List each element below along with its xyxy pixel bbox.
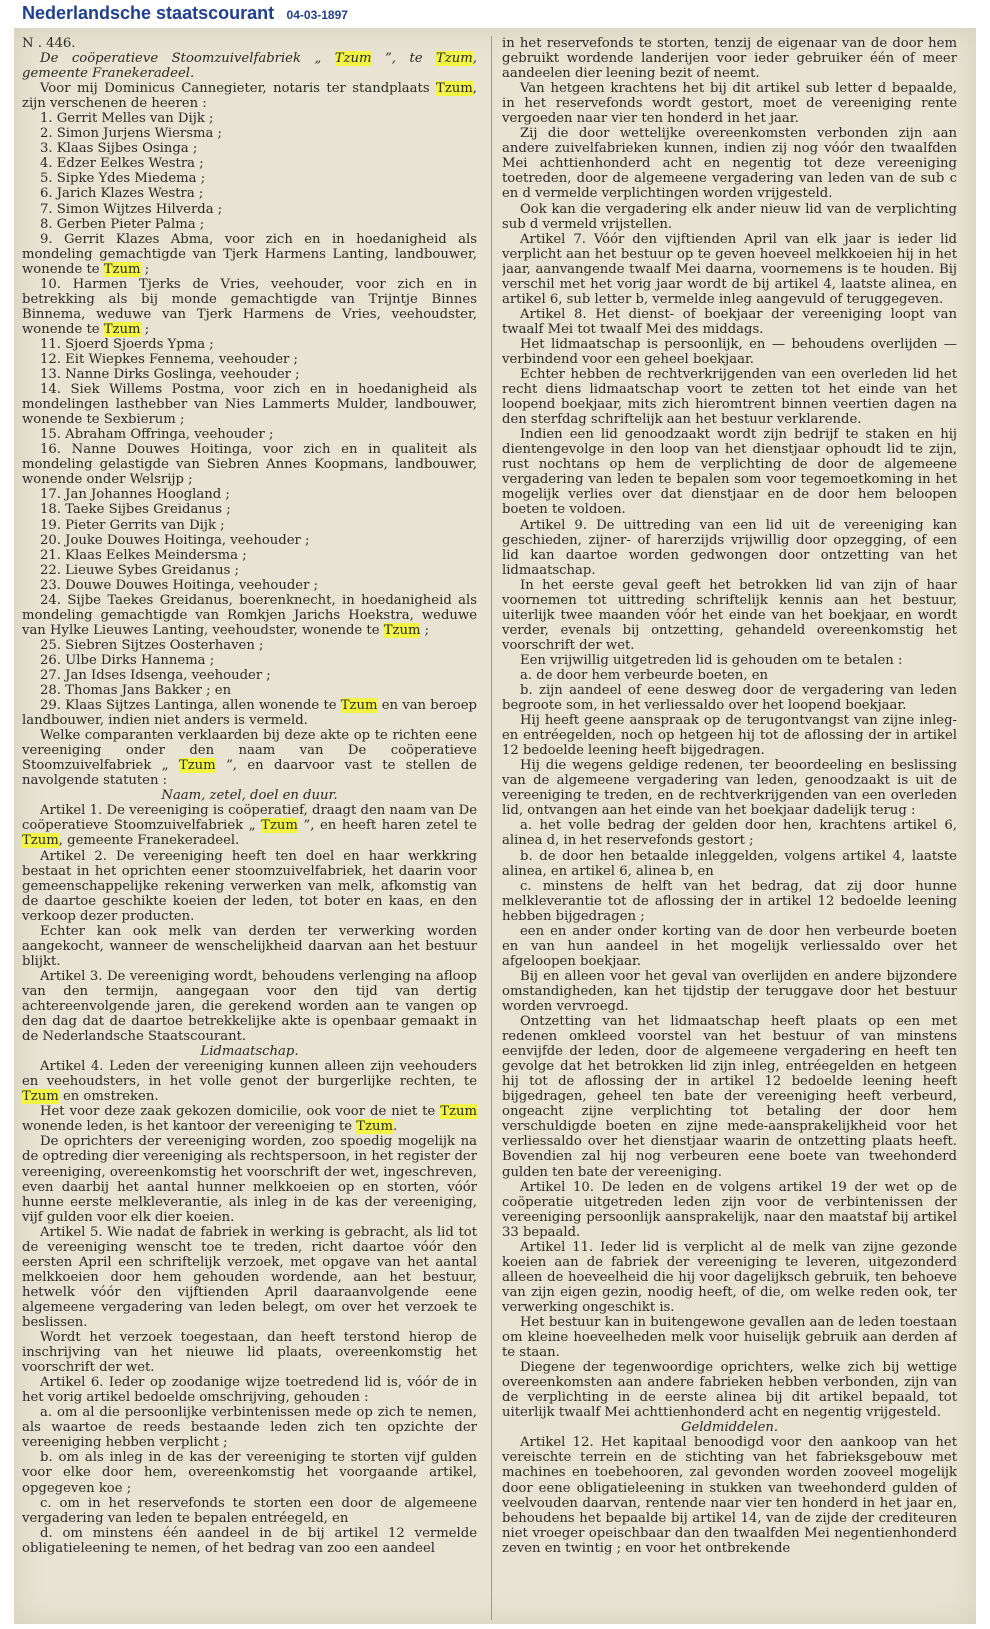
left-column-paragraph: 8. Gerben Pieter Palma ; [40,216,205,232]
left-column-paragraph: c. om in het reservefonds te storten een door de algemeene vergadering van leden te bepalen entréegeld, en [22,1495,477,1526]
left-column-paragraph: Naam, zetel, doel en duur. [161,788,338,804]
left-column-paragraph: 1. Gerrit Melles van Dijk ; [40,111,214,127]
left-column-paragraph: Artikel 3. De vereeniging wordt, behoudens verlenging na afloop van den termijn, aangegaan voor den tijd van dertig achtereenvolgende jaren, die gerekend worden aan te vangen op den dag dat de daartoe betrekkelijke akte is openbaar gemaakt in de Nederlandsche Staatscourant. [22,968,477,1045]
newspaper-header [0,0,990,26]
search-term-highlight: Tzum [22,833,59,849]
left-column-paragraph: Artikel 6. Ieder op zoodanige wijze toetredend lid is, vóór de in het vorig artikel bedoelde omschrijving, gehouden : [22,1375,477,1406]
left-column-paragraph: 2. Simon Jurjens Wiersma ; [40,126,223,142]
left-column-paragraph: Wordt het verzoek toegestaan, dan heeft terstond hierop de inschrijving van het nieuwe lid plaats, overeenkomstig het voorschrift der wet. [22,1330,477,1376]
left-column-paragraph: d. om minstens één aandeel in de bij artikel 12 vermelde obligatieleening te nemen, of het bedrag van zoo een aandeel [22,1525,477,1556]
left-column-paragraph: 9. Gerrit Klazes Abma, voor zich en in hoedanigheid als mondeling gemachtigde van Tjerk Harmens Lanting, landbouwer, wonende te Tzum ; [22,231,477,277]
right-column-paragraph: Van hetgeen krachtens het bij dit artikel sub letter d bepaalde, in het reservefonds wordt gestort, moet de vereeniging rente vergoeden naar vier ten honderd in het jaar. [502,81,957,127]
left-column-paragraph: 14. Siek Willems Postma, voor zich en in hoedanigheid als mondelingen lasthebber van Nies Lammerts Mulder, landbouwer, wonende te Sexbierum ; [22,382,477,428]
right-column-paragraph: Hij heeft geene aanspraak op de terugontvangst van zijne inleg- en entréegelden, noch op hetgeen hij tot de aflossing der in artikel 12 bedoelde leening heeft bijgedragen. [502,713,957,759]
left-column-paragraph: 10. Harmen Tjerks de Vries, veehouder, voor zich en in betrekking als bij monde gemachtigde van Trijntje Binnes Binnema, weduwe van Tjerk Harmens de Vries, veehoudster, wonende te Tzum ; [22,276,477,337]
left-column-paragraph: 16. Nanne Douwes Hoitinga, voor zich en in qualiteit als mondeling gelastigde van Siebren Annes Koopmans, landbouwer, wonende onder Welsrijp ; [22,442,477,488]
right-column-paragraph: Artikel 12. Het kapitaal benoodigd voor den aankoop van het vereischte terrein en de stichting van het fabrieksgebouw met machines en toebehooren, zal gevonden worden zooveel mogelijk door eene obligatieleening in stukken van tweehonderd gulden of veelvouden daarvan, rentende naar vier ten honderd in het jaar en, behoudens het bepaalde bij artikel 14, van de zijde der crediteuren niet vroeger opeischbaar dan den twaalfden Mei negentienhonderd zeven en twintig ; en voor het ontbrekende [502,1435,957,1556]
left-column-paragraph: Artikel 2. De vereeniging heeft ten doel en haar werkkring bestaat in het oprichten eener stoomzuivelfabriek, het daarin voor gemeenschappelijke rekening verwerken van melk, afkomstig van de daartoe geschikte koeien der leden, tot boter en kaas, en den verkoop dezer producten. [22,848,477,924]
right-column-paragraph: Ontzetting van het lidmaatschap heeft plaats op een met redenen omkleed voorstel van het bestuur of van minstens eenvijfde der leden, door de algemeene vergadering en heeft ten gevolge dat het betrokken lid zijn inleg, entréegelden en hetgeen hij tot de aflossing der in artikel 12 bedoelde leening heeft bijgedragen, geheel ten bate der vereeniging heeft verbeurd, ongeacht zijne verplichting tot betaling der door hem verschuldigde boeten en zijne mede-aansprakelijkheid voor het verliessaldo over het dienstjaar waarin de ontzetting plaats heeft. Bovendien zal hij nog verbeuren eene boete van tweehonderd gulden ten bate der vereeniging. [502,1014,957,1180]
left-column-paragraph: Voor mij Dominicus Cannegieter, notaris ter standplaats Tzum, zijn verschenen de heeren : [22,81,477,112]
right-column-paragraph: b. zijn aandeel of eene desweg door de vergadering van leden begroote som, in het verliessaldo over het loopend boekjaar. [502,683,957,714]
left-column-paragraph: Lidmaatschap. [200,1044,299,1060]
right-column-paragraph: a. het volle bedrag der gelden door hen, krachtens artikel 6, alinea d, in het reservefonds gestort ; [502,818,957,849]
right-column-paragraph: Artikel 8. Het dienst- of boekjaar der vereeniging loopt van twaalf Mei tot twaalf Mei des middags. [502,306,957,337]
left-column-paragraph: b. om als inleg in de kas der vereeniging te storten vijf gulden voor elke door hem, overeenkomstig het voorgaande artikel, opgegeven koe ; [22,1450,477,1496]
right-column-paragraph: Ook kan die vergadering elk ander nieuw lid van de verplichting sub d vermeld vrijstellen. [502,201,957,232]
left-column-paragraph: 29. Klaas Sijtzes Lantinga, allen wonende te Tzum en van beroep landbouwer, indien niet anders is vermeld. [22,698,477,729]
search-term-highlight: Tzum [22,1089,59,1105]
left-text-column [22,36,477,1624]
search-term-highlight: Tzum [440,1104,477,1120]
left-column-paragraph: Artikel 5. Wie nadat de fabriek in werking is gebracht, als lid tot de vereeniging wenscht toe te treden, richt daartoe vóór den eersten April een schriftelijk verzoek, met opgave van het aantal melkkoeien door hem gehouden wordende, aan het bestuur, hetwelk vóór den vijftienden April daaraanvolgende eene algemeene vergadering van leden belegt, om over het verzoek te beslissen. [22,1224,477,1330]
right-column-paragraph: Artikel 9. De uittreding van een lid uit de vereeniging kan geschieden, zijner- of harerzijds vrijwillig door opzegging, of een lid kan daartoe worden gedwongen door ontzetting van het lidmaatschap. [502,517,957,578]
column-divider [491,36,492,1620]
search-term-highlight: Tzum [356,1119,394,1135]
left-column-paragraph: 23. Douwe Douwes Hoitinga, veehouder ; [40,577,319,593]
left-column-paragraph: 25. Siebren Sijtzes Oosterhaven ; [40,637,264,653]
left-column-paragraph: 18. Taeke Sijbes Greidanus ; [40,502,231,518]
left-column-paragraph: 24. Sijbe Taekes Greidanus, boerenknecht, in hoedanigheid als mondeling gemachtigde van Romkjen Jarichs Hoekstra, weduwe van Hylke Lieuwes Lanting, veehoudster, wonende te Tzum ; [22,592,477,638]
right-column-paragraph: c. minstens de helft van het bedrag, dat zij door hunne melkleverantie tot de aflossing der in artikel 12 bedoelde leening hebben bijgedragen ; [502,878,957,924]
right-column-paragraph: Een vrijwillig uitgetreden lid is gehouden om te betalen : [520,652,903,668]
left-column-paragraph: 20. Jouke Douwes Hoitinga, veehouder ; [40,532,310,548]
left-column-paragraph: 22. Lieuwe Sybes Greidanus ; [40,562,239,578]
left-column-paragraph: 4. Edzer Eelkes Westra ; [40,156,204,172]
search-term-highlight: Tzum [340,698,378,714]
search-term-highlight: Tzum [436,51,473,67]
right-column-paragraph: Hij die wegens geldige redenen, ter beoordeeling en beslissing van de algemeene vergadering van leden, genoodzaakt is uit de vereeniging te treden, en de rechtverkrijgenden van een overleden lid, ontvangen aan het einde van het boekjaar dadelijk terug : [502,758,957,819]
left-column-paragraph: Artikel 4. Leden der vereeniging kunnen alleen zijn veehouders en veehoudsters, in het volle genot der burgerlijke rechten, te Tzum en omstreken. [22,1059,477,1105]
left-column-paragraph: a. om al die persoonlijke verbintenissen mede op zich te nemen, als waartoe de reeds bestaande leden zich ten opzichte der vereeniging hebben verplicht ; [22,1405,477,1451]
left-column-paragraph: 13. Nanne Dirks Goslinga, veehouder ; [40,367,300,383]
left-column-paragraph: Het voor deze zaak gekozen domicilie, ook voor de niet te Tzum wonende leden, is het kantoor der vereeniging te Tzum. [22,1104,477,1135]
left-column-paragraph: 11. Sjoerd Sjoerds Ypma ; [40,336,214,352]
right-column-paragraph: Geldmiddelen. [680,1420,779,1436]
right-column-paragraph: Diegene der tegenwoordige oprichters, welke zich bij wettige overeenkomsten aan andere fabrieken hebben verbonden, zijn van de verplichting in de eerste alinea bij dit artikel bepaald, tot uiterlijk twaalf Mei achttienhonderd acht en negentig vrijgesteld. [502,1360,957,1421]
left-column-paragraph: 28. Thomas Jans Bakker ; en [40,683,232,699]
right-text-column [502,36,957,1624]
right-column-paragraph: Echter hebben de rechtverkrijgenden van een overleden lid het recht diens lidmaatschap voort te zetten tot het einde van het loopend boekjaar, mits zich hieromtrent binnen veertien dagen na den sterfdag schriftelijk aan het bestuur verklarende. [502,367,957,428]
search-term-highlight: Tzum [334,51,372,67]
left-column-paragraph: 3. Klaas Sijbes Osinga ; [40,141,198,157]
search-term-highlight: Tzum [261,818,298,834]
search-term-highlight: Tzum [103,321,141,337]
search-term-highlight: Tzum [436,81,473,97]
left-column-paragraph: 5. Sipke Ydes Miedema ; [40,171,206,187]
left-column-paragraph: 27. Jan Idses Idsenga, veehouder ; [40,667,271,683]
left-column-paragraph: 19. Pieter Gerrits van Dijk ; [40,517,225,533]
left-column-paragraph: N . 446. [22,36,76,51]
left-column-paragraph: 26. Ulbe Dirks Hannema ; [40,652,215,668]
right-column-paragraph: in het reservefonds te storten, tenzij de eigenaar van de door hem gebruikt wordende landerijen voor ieder gebruiker één of meer aandeelen dier leening bezit of neemt. [502,36,957,82]
right-column-paragraph: b. de door hen betaalde inleggelden, volgens artikel 4, laatste alinea, en artikel 6, alinea b, en [502,848,957,879]
search-term-highlight: Tzum [383,622,421,638]
left-column-paragraph: De oprichters der vereeniging worden, zoo spoedig mogelijk na de optreding dier vereeniging als rechtspersoon, in het register der vereeniging, overeenkomstig het voorschrift der wet, ingeschreven, even daarbij het aantal hunner melkkoeien op en storten, vóór hunne eerste melkleverantie, als inleg in de kas der vereeniging, vijf gulden voor elk dier koeien. [22,1134,477,1225]
left-column-paragraph: 6. Jarich Klazes Westra ; [40,186,204,202]
left-column-paragraph: Echter kan ook melk van derden ter verwerking worden aangekocht, wanneer de wenschelijkheid daarvan aan het bestuur blijkt. [22,923,477,969]
left-column-paragraph: Welke comparanten verklaarden bij deze akte op te richten eene vereeniging onder den naam van De coöperatieve Stoomzuivelfabriek „ Tzum ”, en daarvoor vast te stellen de navolgende statuten : [22,728,477,789]
scanned-newspaper-page [14,28,976,1624]
right-column-paragraph: Zij die door wettelijke overeenkomsten verbonden zijn aan andere zuivelfabrieken kunnen, indien zij nog vóór den twaalfden Mei achttienhonderd acht en negentig tot deze vereeniging toetreden, door de algemeene vergadering van leden van de sub c en d vermelde verplichtingen worden vrijgesteld. [502,126,957,202]
left-column-paragraph: 7. Simon Wijtzes Hilverda ; [40,201,223,217]
right-column-paragraph: Het lidmaatschap is persoonlijk, en — behoudens overlijden — verbindend voor een geheel boekjaar. [502,336,957,367]
right-column-paragraph: Artikel 10. De leden en de volgens artikel 19 der wet op de coöperatie uitgetreden leden zijn voor de verbintenissen der vereeniging persoonlijk aansprakelijk, naar den maatstaf bij artikel 33 bepaald. [502,1179,957,1240]
right-column-paragraph: a. de door hem verbeurde boeten, en [520,667,768,683]
right-column-paragraph: Artikel 7. Vóór den vijftienden April van elk jaar is ieder lid verplicht aan het bestuur op te geven hoeveel melkkoeien hij in het jaar, aanvangende twaalf Mei daarna, voornemens is te houden. Bij verschil met het vorig jaar wordt de bij artikel 4, laatste alinea, en artikel 6, sub letter b, vermelde inleg aangevuld of teruggegeven. [502,231,957,307]
right-column-paragraph: Bij en alleen voor het geval van overlijden en andere bijzondere omstandigheden, kan het tijdstip der teruggave door het bestuur worden vervroegd. [502,968,957,1014]
right-column-paragraph: een en ander onder korting van de door hen verbeurde boeten en van hun aandeel in het mogelijk verliessaldo over het afgeloopen boekjaar. [502,923,957,969]
left-column-paragraph: De coöperatieve Stoomzuivelfabriek „ Tzum ”, te Tzum, gemeente Franekeradeel. [22,51,477,82]
left-column-paragraph: Artikel 1. De vereeniging is coöperatief, draagt den naam van De coöperatieve Stoomzuivelfabriek „ Tzum ”, en heeft haren zetel te Tzum, gemeente Franekeradeel. [22,803,477,849]
right-column-paragraph: Het bestuur kan in buitengewone gevallen aan de leden toestaan om kleine hoeveelheden melk voor huiselijk gebruik aan derden af te staan. [502,1314,957,1361]
right-column-paragraph: Indien een lid genoodzaakt wordt zijn bedrijf te staken en hij dientengevolge in den loop van het dienstjaar ophoudt lid te zijn, rust nochtans op hem de verplichting de door de algemeene vergadering van leden te bepalen som voor tegemoetkoming in het mogelijk verlies over dat dienstjaar en de door hem beloopen boeten te voldoen. [502,427,957,518]
left-column-paragraph: 15. Abraham Offringa, veehouder ; [40,427,274,443]
search-term-highlight: Tzum [103,261,141,277]
left-column-paragraph: 21. Klaas Eelkes Meindersma ; [40,547,247,563]
left-column-paragraph: 12. Eit Wiepkes Fennema, veehouder ; [40,351,298,367]
right-column-paragraph: In het eerste geval geeft het betrokken lid van zijn of haar voornemen tot uittreding schriftelijk kennis aan het bestuur, uiterlijk twee maanden vóór het einde van het boekjaar, en wordt verder, evenals bij ontzetting, gehandeld overeenkomstig het voorschrift der wet. [502,577,957,653]
issue-date: 04-03-1897 [286,8,348,22]
left-column-paragraph: 17. Jan Johannes Hoogland ; [40,487,230,503]
search-term-highlight: Tzum [178,758,216,774]
right-column-paragraph: Artikel 11. Ieder lid is verplicht al de melk van zijne gezonde koeien aan de fabriek der vereeniging te leveren, uitgezonderd alleen de hoeveelheid die hij voor dagelijksch gebruik, ten behoeve van zijn eigen gezin, noodig heeft, of die, om welke reden ook, ter verwerking ongeschikt is. [502,1239,957,1315]
newspaper-title: Nederlandsche staatscourant [22,3,275,23]
